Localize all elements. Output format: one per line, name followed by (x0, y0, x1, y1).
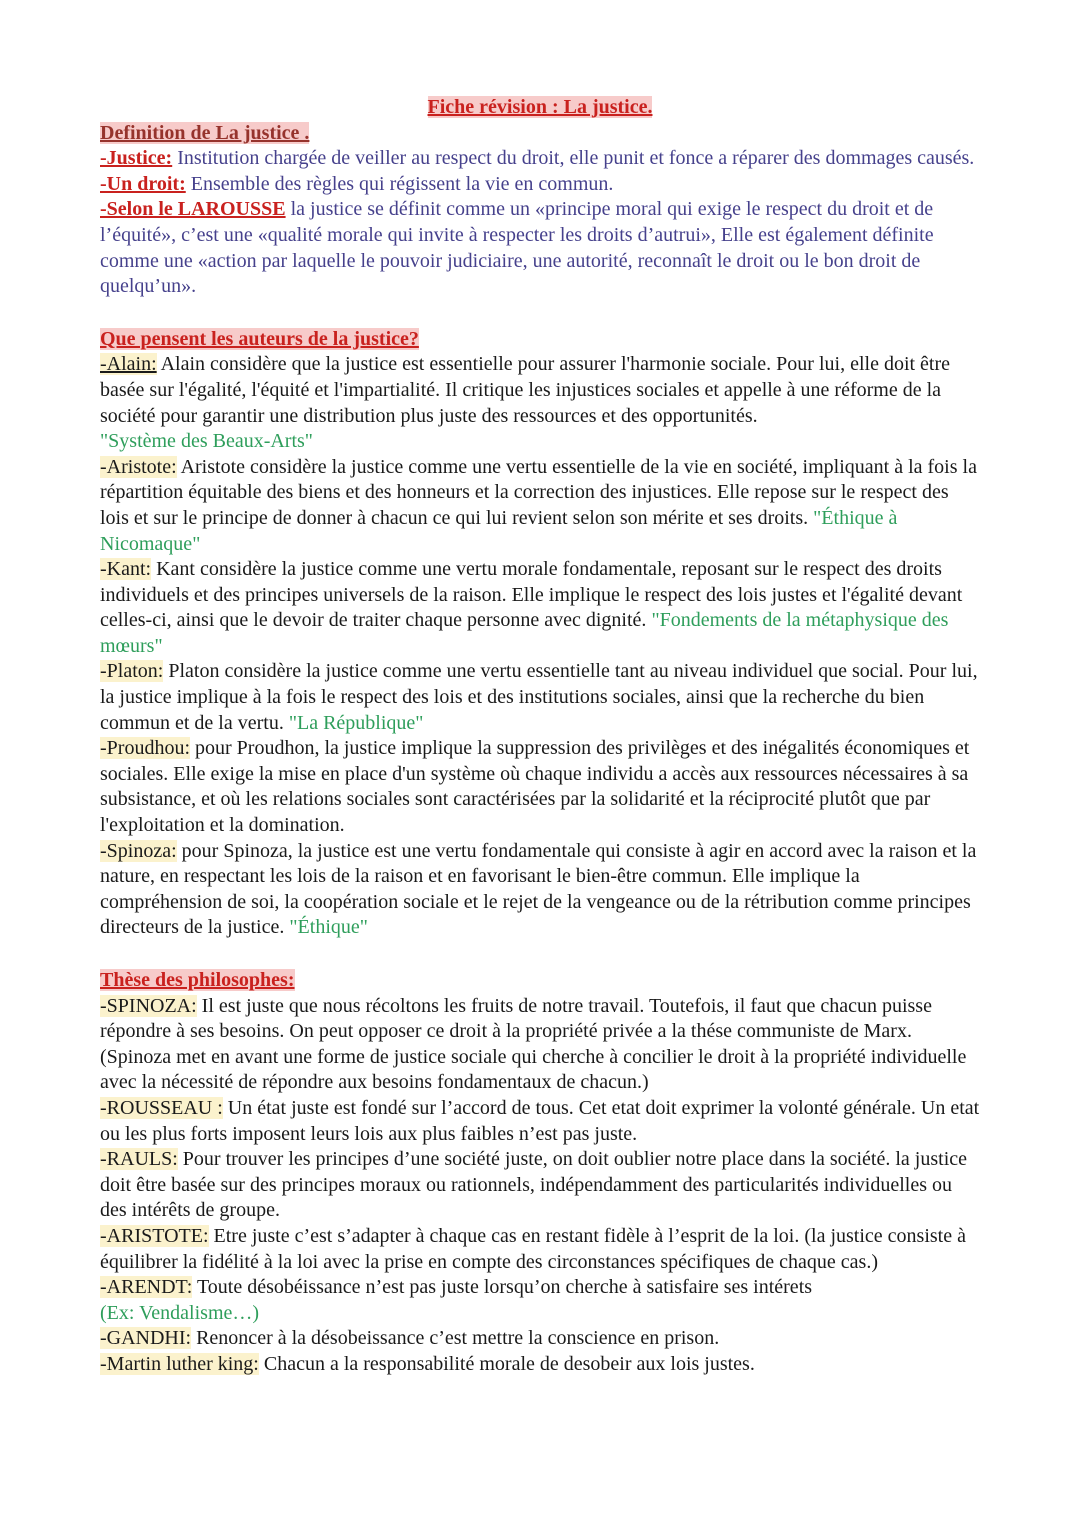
title-row (100, 95, 980, 121)
term-label-larousse: -Selon le LAROUSSE (100, 198, 286, 221)
thesis-item-mlk (100, 1352, 980, 1378)
thesis-item-spinoza (100, 994, 980, 1096)
page-title: Fiche révision : La justice. (427, 96, 653, 118)
thesis-text: Toute désobéissance n’est pas juste lorsqu’on cherche à satisfaire ses intérets (196, 1276, 813, 1299)
thesis-item-aristote (100, 1224, 980, 1275)
author-item-alain (100, 352, 980, 454)
definitions-heading: Definition de La justice . (100, 121, 310, 144)
thesis-item-rauls (100, 1147, 980, 1224)
philosopher-label: -GANDHI: (100, 1327, 192, 1350)
definition-text: la justice se définit comme un «principe moral qui exige le respect du droit et de l’équité», c’est une «qualité morale qui invite à respecter les droits d’autrui», Elle est également définite comme une «action par laquelle le pouvoir judiciaire, une autorité, reconnaît le droit ou le bon droit de quelqu’un». (100, 198, 934, 298)
philosopher-label: -ARISTOTE: (100, 1224, 209, 1247)
thesis-text: Un état juste est fondé sur l’accord de tous. Cet etat doit exprimer la volonté générale. Un etat ou les plus forts imposent leurs lois aux plus faibles n’est pas juste. (100, 1096, 980, 1145)
thesis-text: Pour trouver les principes d’une société juste, on doit oublier notre place dans la société. la justice doit être basée sur des principes moraux ou rationnels, indépendamment des particularités individuelles ou des intérêts de groupe. (100, 1148, 968, 1222)
definition-item (100, 146, 980, 172)
author-item-spinoza (100, 839, 980, 941)
definition-text: Ensemble des règles qui régissent la vie en commun. (190, 172, 614, 195)
thesis-item-gandhi (100, 1326, 980, 1352)
thesis-text: Il est juste que nous récoltons les fruits de notre travail. Toutefois, il faut que chacun puisse répondre à ses besoins. On peut opposer ce droit à la propriété privée a la thése communiste de Marx. (Spinoza met en avant une forme de justice sociale qui cherche à concilier le droit à la propriété individuelle avec la nécessité de répondre aux besoins fondamentaux de chacun.) (100, 994, 967, 1094)
philosopher-label: -ARENDT: (100, 1276, 193, 1299)
work-quote: "Système des Beaux-Arts" (100, 430, 313, 453)
work-quote: "Éthique à Nicomaque" (100, 506, 898, 555)
section-theses (100, 968, 980, 1378)
thesis-item-rousseau (100, 1096, 980, 1147)
definition-item (100, 197, 980, 299)
philosopher-label: -SPINOZA: (100, 994, 197, 1017)
example-note: (Ex: Vendalisme…) (100, 1301, 260, 1324)
definition-item (100, 172, 980, 198)
thesis-item-arendt (100, 1275, 980, 1326)
section-heading-row (100, 968, 980, 994)
author-text: pour Spinoza, la justice est une vertu fondamentale qui consiste à agir en accord avec la raison et la nature, en respectant les lois de la raison et en favorisant le bien-être commun. Elle implique la compréhension de soi, la coopération sociale et le rejet de la vengeance ou de la rétribution comme principes directeurs de la justice. (100, 839, 977, 939)
section-heading-row (100, 121, 980, 147)
author-text: Aristote considère la justice comme une vertu essentielle de la vie en société, impliquant à la fois la répartition équitable des biens et des honneurs et la correction des injustices. Elle repose sur le respect des lois et sur le principe de donner à chacun ce qui lui revient selon son mérite et ses droits. (100, 455, 977, 529)
thesis-text: Chacun a la responsabilité morale de desobeir aux lois justes. (263, 1352, 755, 1375)
work-quote: "La République" (288, 711, 424, 734)
authors-heading: Que pensent les auteurs de la justice? (100, 327, 419, 350)
term-label-un-droit: -Un droit: (100, 172, 186, 195)
author-item-platon (100, 659, 980, 736)
thesis-text: Etre juste c’est s’adapter à chaque cas en restant fidèle à l’esprit de la loi. (la justice consiste à équilibrer la fidélité à la loi avec la prise en compte des circonstances spécifiques de chaque cas.) (100, 1224, 966, 1273)
theses-heading: Thèse des philosophes: (100, 969, 295, 991)
author-item-kant (100, 557, 980, 659)
work-quote: "Fondements de la métaphysique des mœurs" (100, 609, 949, 657)
author-text: Platon considère la justice comme une vertu essentielle tant au niveau individuel que social. Pour lui, la justice implique à la fois le respect des lois et des institutions sociales, ainsi que la recherche du bien commun et de la vertu. (100, 660, 978, 734)
philosopher-label: -Martin luther king: (100, 1352, 259, 1375)
author-label: -Aristote: (100, 455, 177, 478)
term-label-justice: -Justice: (100, 147, 173, 170)
philosopher-label: -RAULS: (100, 1148, 178, 1171)
author-label: -Kant: (100, 558, 152, 581)
thesis-text: Renoncer à la désobeissance c’est mettre la conscience en prison. (196, 1327, 720, 1350)
author-item-proudhou (100, 736, 980, 838)
author-label: -Platon: (100, 660, 164, 683)
author-label: -Alain: (100, 353, 157, 376)
author-label: -Proudhou: (100, 737, 190, 760)
work-quote: "Éthique" (289, 916, 368, 939)
author-text: pour Proudhon, la justice implique la suppression des privilèges et des inégalités économiques et sociales. Elle exige la mise en place d'un système où chaque individu a accès aux ressources nécessaires à sa subsistance, et où les relations sociales sont caractérisées par la solidarité et la réciprocité plutôt que par l'exploitation et la domination. (100, 737, 970, 837)
definition-text: Institution chargée de veiller au respect du droit, elle punit et fonce a réparer des dommages causés. (177, 147, 975, 170)
philosopher-label: -ROUSSEAU : (100, 1096, 223, 1119)
section-definitions (100, 121, 980, 300)
section-heading-row (100, 327, 980, 353)
author-text: Kant considère la justice comme une vertu morale fondamentale, reposant sur le respect des droits individuels et des principes universels de la raison. Elle implique le respect des lois justes et l'égalité devant celles-ci, ainsi que le devoir de traiter chaque personne avec dignité. (100, 558, 963, 632)
author-text: Alain considère que la justice est essentielle pour assurer l'harmonie sociale. Pour lui, elle doit être basée sur l'égalité, l'équité et l'impartialité. Il critique les injustices sociales et appelle à une réforme de la société pour garantir une distribution plus juste des ressources et des opportunités. (100, 353, 951, 427)
author-item-aristote (100, 455, 980, 557)
section-authors (100, 327, 980, 941)
author-label: -Spinoza: (100, 839, 177, 862)
